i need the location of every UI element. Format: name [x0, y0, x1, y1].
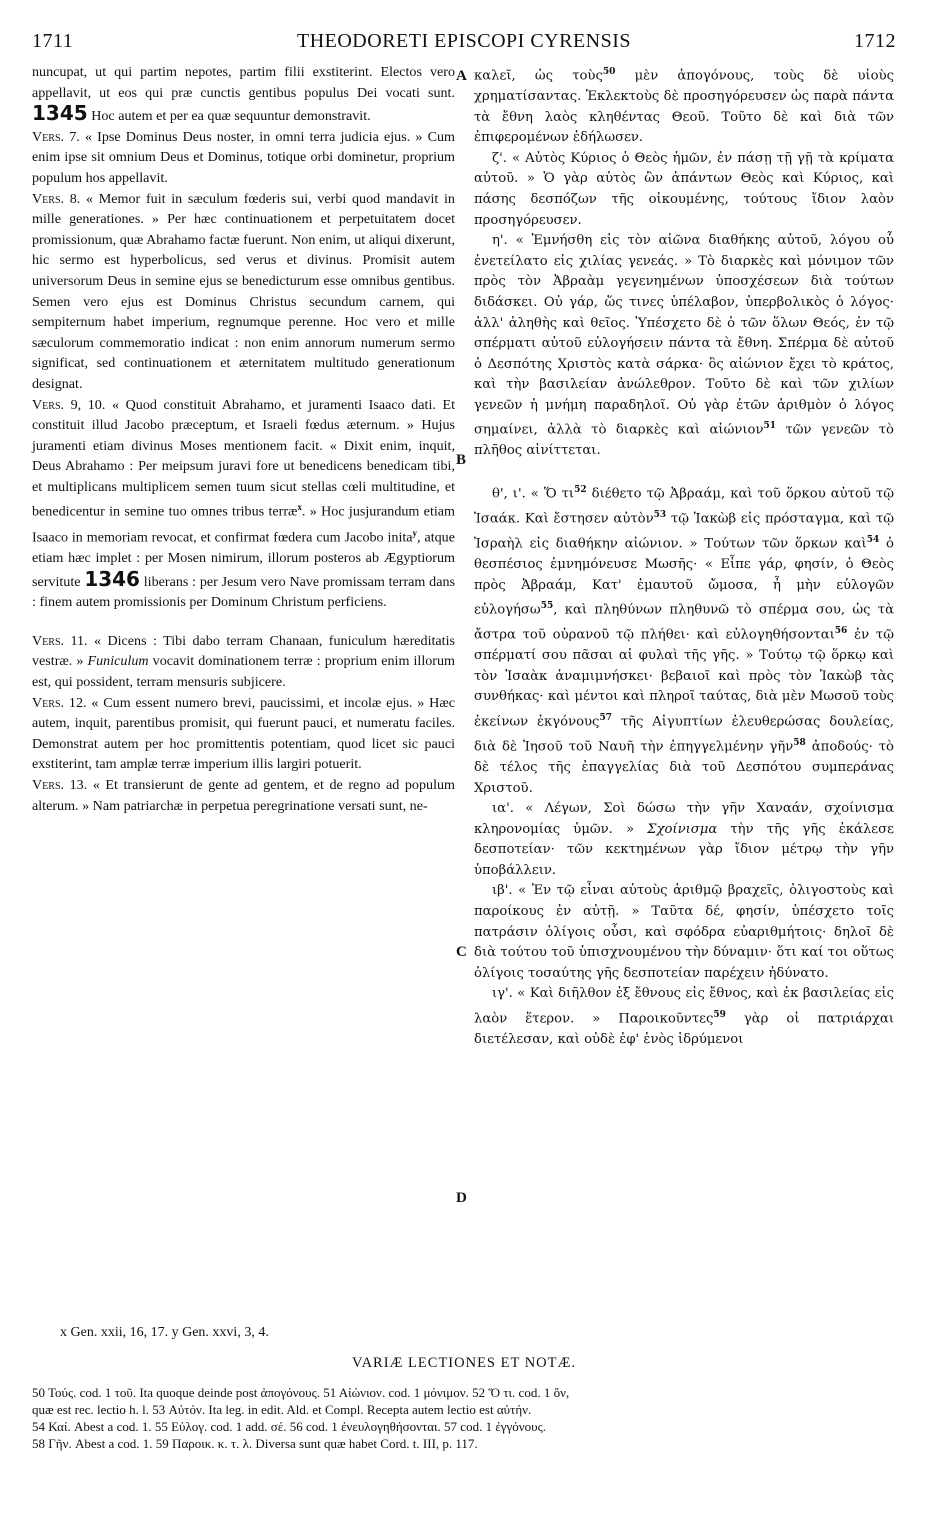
- greek-text: τῶν γενεῶν τὸ πλῆθος αἰνίττεται.: [474, 422, 894, 459]
- running-title: THEODORETI EPISCOPI CYRENSIS: [296, 30, 632, 52]
- latin-text: « Memor fuit in sæculum fœderis sui, verbi quod mandavit in mille generationes. » Per hæc continuationem et perpetuitatem docet promissionum, quæ Abrahamo factæ fuerunt. Non enim, ut aliqui dixerunt, hic sermo est hyperbolicus, sed verus et divinus. Promisit autem universorum Deus in semine ejus se benedicturum esse omnibus gentibus. Semen vero ejus est Dominus Christus secundum carnem, qui sempiternum habet imperium, regnumque perenne. Hoc vero et mille sæculorum commemoratio indicat : non enim annorum numerum sermo significat, sed continuationem et æternitatem multitudo generationum designat.: [32, 190, 455, 392]
- footnote-ref: x: [297, 502, 302, 513]
- latin-text: liberans : per Jesum vero Nave promissam terram dans : finem autem promissionis per Dominum Christum perficiens.: [32, 573, 455, 611]
- note-ref: 53: [653, 510, 667, 521]
- margin-letter-c: C: [456, 944, 467, 960]
- greek-text: τῷ Ἰακὼβ εἰς πρόσταγμα, καὶ τῷ Ἰσραὴλ εἰς διαθήκην αἰώνιον. » Τούτων τῶν ὅρκων καὶ: [474, 511, 894, 552]
- greek-text: τῆς Αἰγυπτίων ἐλευθερώσας δουλείας, διὰ δὲ Ἰησοῦ τοῦ Ναυῆ τὴν ἐπηγγελμένην γῆν: [474, 714, 894, 755]
- latin-verse-12: [32, 693, 455, 775]
- greek-text: ιγ'. « Καὶ διῆλθον ἐξ ἔθνους εἰς ἔθνος, καὶ ἐκ βασιλείας εἰς λαὸν ἕτερον. » Παροικοῦντες: [474, 986, 894, 1027]
- greek-text: τὴν τῆς γῆς ἐκάλεσε δεσποτείαν· τῶν κεκτημένων γὰρ ἴδιον μέτρῳ τὴν γῆν ὑποβάλλειν.: [474, 821, 894, 878]
- latin-verse-7: [32, 127, 455, 189]
- note-ref: 56: [834, 626, 848, 637]
- greek-text: , καὶ πληθύνων πληθυνῶ τὸ σπέρμα σου, ὡς τὰ ἄστρα τοῦ οὐρανοῦ τῷ πλήθει· καὶ εὐλογηθήσονται: [474, 602, 894, 643]
- running-header: [32, 30, 896, 58]
- greek-text: η'. « Ἐμνήσθη εἰς τὸν αἰῶνα διαθήκης αὐτοῦ, λόγου οὗ ἐνετείλατο εἰς χιλίας γενεάς. » Τὸ διαρκὲς καὶ μόνιμον τῶν πρὸς τὸν Ἀβραὰμ γεγενημένων ὑποσχέσεων διὰ τούτων διδάσκει. Οὐ γάρ, ὥς τινες ὑπέλαβον, ὑπερβολικὸς ὁ λόγος· ἀλλ' ἀληθὴς καὶ θεῖος. Ὑπέσχετο δὲ ὁ τῶν ὅλων Θεός, ἐν τῷ σπέρματι αὐτοῦ εὐλογήσειν πάντα τὰ ἔθνη. Σπέρμα δὲ αὐτοῦ ὁ Δεσπότης Χριστὸς κατὰ σάρκα· ὃς αἰώνιον ἔχει τὸ κράτος, καὶ τὴν βασιλείαν ἀνώλεθρον. Τοῦτο δὲ καὶ τῶν χιλίων γενεῶν ἡ μνήμη παραδηλοῖ. Οὐ γὰρ ἐτῶν ἀριθμὸν ὁ λόγος σημαίνει, ἀλλὰ τὸ διαρκὲς καὶ αἰώνιον: [474, 233, 894, 438]
- note-ref: 59: [713, 1010, 726, 1021]
- margin-letter-b: B: [456, 452, 467, 468]
- note-line: 58 Γῆν. Abest a cod. 1. 59 Παροικ. κ. τ. λ. Diversa sunt quæ habet Cord. t. III, p. 117.: [32, 1436, 478, 1451]
- latin-text: . » Hoc jusjurandum etiam Isaaco in memoriam revocat, et confirmat fœdera cum Jacobo inita: [32, 504, 455, 546]
- greek-text: ια'. « Λέγων, Σοὶ δώσω τὴν γῆν Χαναάν, σχοίνισμα κληρονομίας ὑμῶν. »: [474, 801, 894, 837]
- greek-text: καλεῖ, ὡς τοὺς: [474, 68, 603, 84]
- latin-text: « Dicens : Tibi dabo terram Chanaan, funiculum hæreditatis vestræ. »: [32, 632, 455, 670]
- note-ref: 57: [599, 712, 612, 723]
- scripture-footnote: x Gen. xxii, 16, 17. y Gen. xxvi, 3, 4.: [60, 1325, 269, 1340]
- footnote-ref: y: [412, 527, 418, 538]
- page-number-right: 1712: [854, 30, 896, 52]
- greek-verse-11: [474, 799, 894, 881]
- greek-text: ἐν τῷ σπέρματί σου πᾶσαι αἱ φυλαὶ τῆς γῆς. » Τούτῳ τῷ ὅρκῳ καὶ τὸν Ἰσαὰκ ἀναμιμνήσκει· βεβαιοῖ καὶ πρὸς τὸν Ἰακὼβ τὰς συνθήκας· καὶ μέντοι καὶ πληροῖ ταύτας, διὰ μὲν Μωσοῦ τοὺς ἐκείνων ἐκγόνους: [474, 627, 894, 730]
- variant-readings-title: VARIÆ LECTIONES ET NOTÆ.: [351, 1355, 577, 1371]
- greek-text: διέθετο τῷ Ἀβραάμ, καὶ τοῦ ὅρκου αὐτοῦ τῷ Ἰσαάκ. Καὶ ἔστησεν αὐτὸν: [474, 486, 894, 527]
- latin-text: « Quod constituit Abrahamo, et juramenti Isaaco dati. Et constituit illud Jacobo præceptum, et Israeli fœdus æternum. » Hujus juramenti etiam divinus Moses mentionem facit. « Dixit enim, inquit, Deus Abrahamo : Per meipsum juravi fore ut benedicens benedicam tibi, et multiplicans multiplicem semen tuum sicut stellas cœli multitudine, et benedicentur in semine tuo omnes tribus terræ: [32, 396, 455, 521]
- note-ref: 55: [540, 601, 554, 612]
- latin-text: vocavit dominationem terræ : proprium enim illorum est, qui possident, terram mensuris subjicere.: [32, 653, 456, 690]
- greek-text: ἀποδούς· τὸ δὲ τέλος τῆς ἐπαγγελίας διὰ τοῦ Δεσπότου συμπεράνας Χριστοῦ.: [474, 739, 894, 796]
- verse-label: Vers. 12.: [32, 694, 87, 711]
- verse-label: Vers. 13.: [32, 776, 88, 793]
- page-number-left: 1711: [32, 30, 74, 52]
- greek-italic: Σχοίνισμα: [647, 821, 718, 837]
- greek-verse-9-10: [474, 480, 894, 799]
- page-mark-1346: 1346: [84, 566, 140, 591]
- latin-verse-9-10: [32, 395, 455, 613]
- greek-text: γὰρ οἱ πατριάρχαι διετέλεσαν, καὶ οὐδὲ ἐφ' ἑνὸς ἱδρύμενοι: [474, 1011, 894, 1048]
- greek-paragraph: [474, 62, 894, 149]
- note-line: 50 Τούς. cod. 1 τοῦ. Ita quoque deinde post ἀπογόνους. 51 Αἰώνιον. cod. 1 μόνιμον. 52 Ὅ τι. cod. 1 ὅν,: [32, 1385, 570, 1400]
- margin-letter-a: A: [456, 68, 467, 84]
- latin-paragraph: [32, 62, 455, 127]
- latin-italic: Funiculum: [87, 653, 149, 670]
- note-ref: 51: [763, 421, 777, 432]
- latin-column: [32, 62, 455, 816]
- verse-label: Vers. 11.: [32, 632, 88, 649]
- greek-text: μὲν ἀπογόνους, τοὺς δὲ υἱοὺς χρηματίσαντας. Ἐκλεκτοὺς δὲ προσηγόρευσεν ὡς παρὰ πάντα τὰ ἔθνη λαὸς κληθέντας Θεοῦ. Τοῦτο δὲ καὶ διὰ τῶν ἐπιφερομένων ἐδήλωσεν.: [474, 68, 894, 146]
- latin-text: Hoc autem et per ea quæ sequuntur demonstravit.: [91, 108, 371, 125]
- greek-verse-7: [474, 149, 894, 231]
- verse-label: Vers. 8.: [32, 190, 81, 207]
- verse-label: Vers. 7.: [32, 128, 80, 145]
- note-ref: 58: [793, 737, 806, 748]
- margin-letter-d: D: [456, 1190, 467, 1206]
- greek-text: ὁ θεσπέσιος ἐμνημόνευσε Μωσῆς· « Εἶπε γάρ, φησίν, ὁ Θεὸς πρὸς Ἀβραάμ, Κατ' ἐμαυτοῦ ὤμοσα, ἦ μὴν εὐλογῶν εὐλογήσω: [474, 536, 894, 618]
- note-ref: 50: [602, 67, 616, 77]
- latin-text: « Et transierunt de gente ad gentem, et de regno ad populum alterum. » Nam patriarchæ in perpetua peregrinatione versati sunt, ne-: [32, 776, 455, 814]
- latin-verse-13: [32, 775, 455, 816]
- greek-column: [474, 62, 894, 1051]
- greek-verse-8: [474, 231, 894, 462]
- greek-text: ιβ'. « Ἐν τῷ εἶναι αὐτοὺς ἀριθμῷ βραχεῖς, ὀλιγοστοὺς καὶ παροίκους ἐν αὐτῇ. » Ταῦτα δέ, φησίν, ὑπέσχετο τοῖς πατράσιν ὀλίγοις οὖσι, καὶ σφόδρα εὐαριθμήτοις· δηλοῖ δὲ διὰ τούτου τοῦ ὑπισχνουμένου τὴν δύναμιν· ὅτι καί τοι οὕτως ὀλίγοις τοσαύτης γῆς δεσποτείαν παρέχειν ἠδύνατο.: [474, 883, 894, 981]
- variant-readings-notes: [32, 1384, 894, 1452]
- note-ref: 54: [866, 535, 880, 546]
- latin-verse-8: [32, 189, 455, 395]
- latin-text: , atque etiam hæc implet : per Mosen nimirum, illorum posteros ab Ægyptiorum servitute: [32, 529, 455, 590]
- latin-verse-11: [32, 631, 455, 693]
- latin-text: nuncupat, ut qui partim nepotes, partim filii exstiterint. Electos vero appellavit, ut eos qui præ cunctis gentibus populus Dei vocati sunt.: [32, 64, 455, 101]
- latin-text: « Ipse Dominus Deus noster, in omni terra judicia ejus. » Cum enim ipse sit omnium Deus et Dominus, totique orbi dominetur, proprium populum hos appellavit.: [32, 128, 455, 186]
- page-mark-1345: 1345: [32, 101, 88, 126]
- verse-label: Vers. 9, 10.: [32, 396, 106, 413]
- latin-text: « Cum essent numero brevi, paucissimi, et incolæ ejus. » Hæc autem, inquit, parentibus promisit, qui fuerunt pauci, et numeratu faciles. Demonstrat autem per hoc promittentis potentiam, quod licet sic pauci exstiterint, tam amplæ terræ imperium illis largiri potuerit.: [32, 694, 455, 773]
- greek-verse-13: [474, 984, 894, 1050]
- greek-verse-12: [474, 881, 894, 984]
- note-ref: 52: [574, 485, 587, 496]
- greek-text: θ', ι'. « Ὅ τι: [492, 486, 575, 502]
- greek-text: ζ'. « Αὐτὸς Κύριος ὁ Θεὸς ἡμῶν, ἐν πάσῃ τῇ γῇ τὰ κρίματα αὐτοῦ. » Ὁ γὰρ αὐτὸς ὢν ἁπάντων Θεὸς καὶ Κύριος, καὶ πάσης δεσπόζων τῆς οἰκουμένης, τούτους ἴδιον λαὸν προσηγόρευσεν.: [474, 150, 894, 228]
- note-line: 54 Καί. Abest a cod. 1. 55 Εὐλογ. cod. 1 add. σέ. 56 cod. 1 ἐνευλογηθήσονται. 57 cod. 1 ἐγγόνους.: [32, 1419, 546, 1434]
- note-line: quæ est rec. lectio h. l. 53 Αὐτόν. Ita leg. in edit. Ald. et Compl. Recepta autem lectio est αὐτήν.: [32, 1402, 532, 1417]
